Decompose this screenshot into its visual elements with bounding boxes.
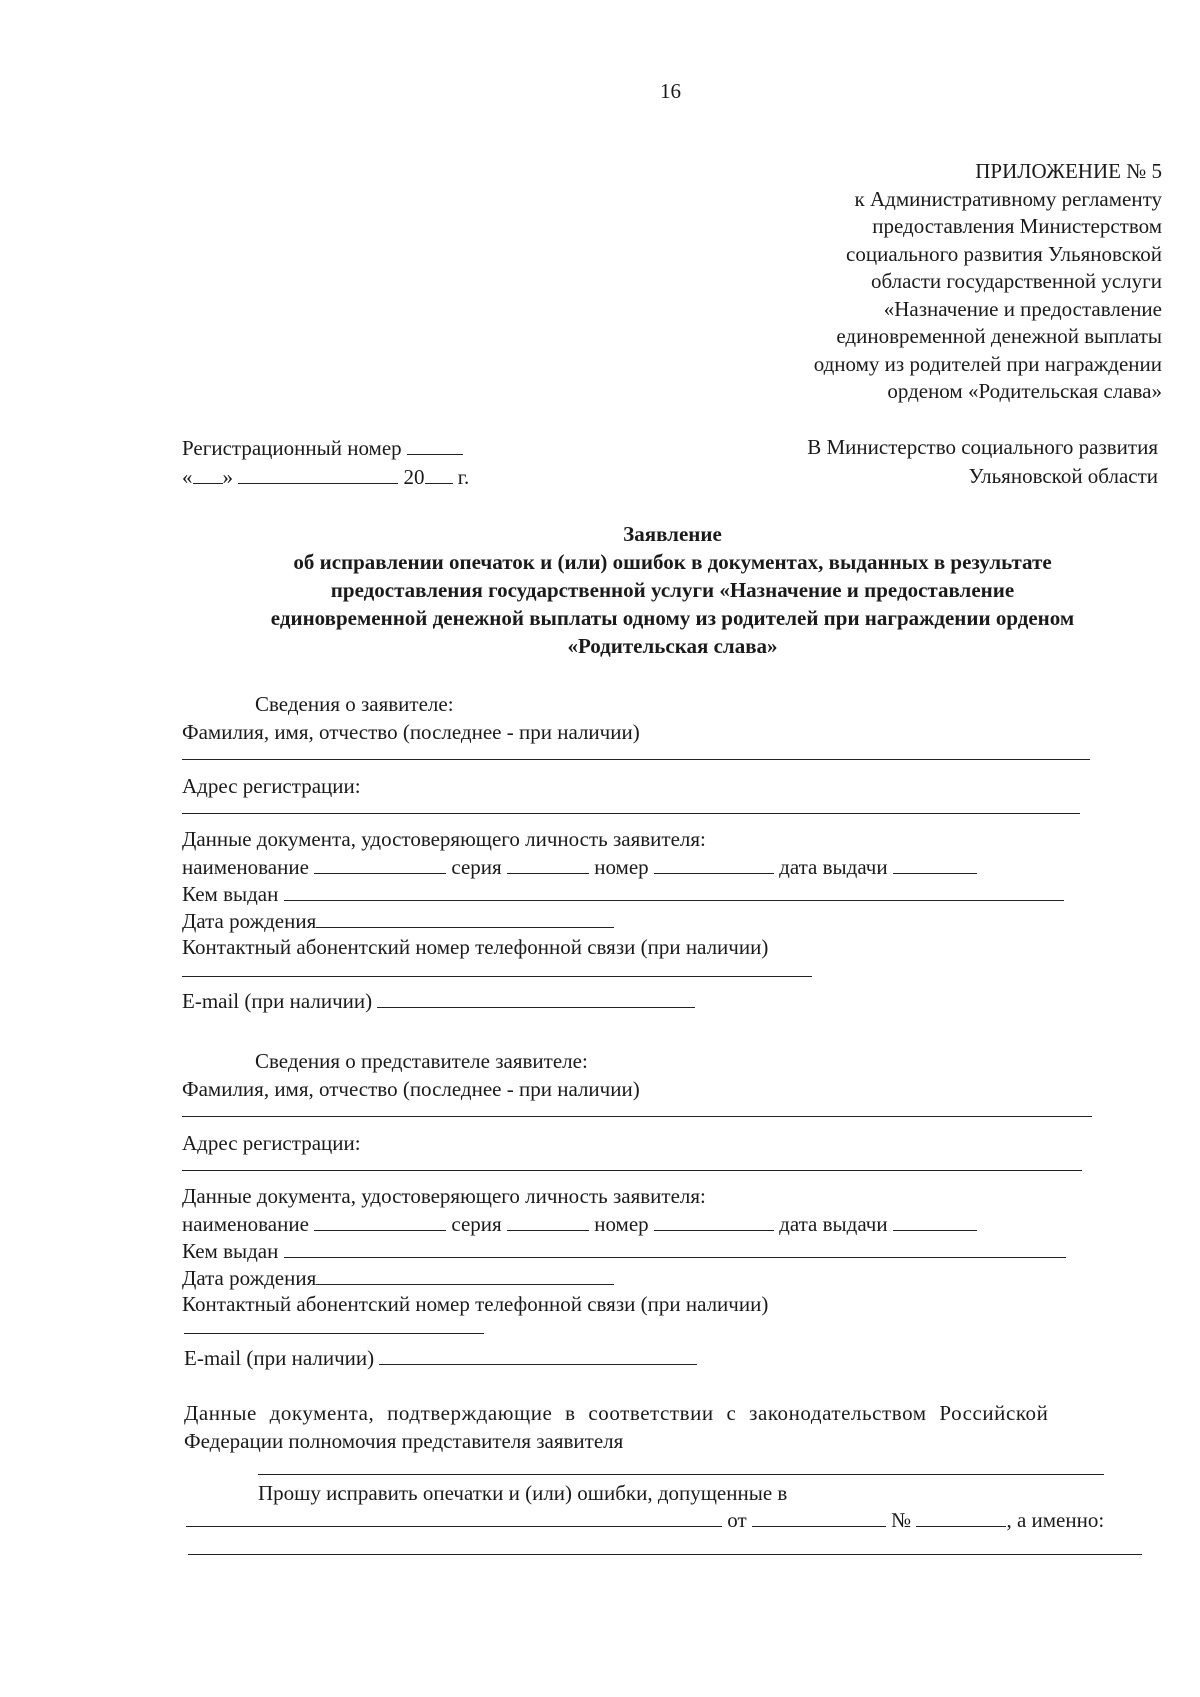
appendix-title: ПРИЛОЖЕНИЕ № 5 <box>975 159 1162 183</box>
issue-date-label: дата выдачи <box>779 1212 888 1236</box>
appendix-line: предоставления Министерством <box>872 214 1162 238</box>
applicant-doc-label: Данные документа, удостоверяющего личность заявителя: <box>182 827 706 851</box>
heading-line: единовременной денежной выплаты одному из родителей при награждении орденом <box>270 606 1075 630</box>
representative-doc-label: Данные документа, удостоверяющего личность заявителя: <box>182 1184 706 1208</box>
request-line: Прошу исправить опечатки и (или) ошибки, допущенные в <box>258 1481 788 1505</box>
name-label: наименование <box>182 855 309 879</box>
email-field[interactable] <box>379 1344 697 1365</box>
document-field[interactable] <box>186 1506 722 1527</box>
issued-by-field[interactable] <box>284 1237 1066 1258</box>
appendix-line: области государственной услуги <box>870 269 1162 293</box>
birth-date-label: Дата рождения <box>182 909 317 933</box>
registration-number <box>182 434 463 461</box>
appendix-line: единовременной денежной выплаты <box>836 324 1162 348</box>
doc-series-field[interactable] <box>507 1210 589 1231</box>
representative-birth-date-row <box>182 1264 614 1291</box>
email-label: E-mail (при наличии) <box>184 1346 375 1370</box>
issued-by-label: Кем выдан <box>182 1239 279 1263</box>
quote-close: » <box>222 465 233 489</box>
number-sign: № <box>891 1508 912 1532</box>
applicant-fio-label: Фамилия, имя, отчество (последнее - при наличии) <box>182 720 640 744</box>
representative-fio-field[interactable] <box>182 1116 1092 1117</box>
email-label: E-mail (при наличии) <box>182 989 373 1013</box>
representative-phone-label: Контактный абонентский номер телефонной связи (при наличии) <box>182 1292 769 1316</box>
name-label: наименование <box>182 1212 309 1236</box>
registration-number-blank[interactable] <box>407 434 463 455</box>
doc-name-field[interactable] <box>314 1210 446 1231</box>
registration-date <box>182 463 469 490</box>
birth-date-field[interactable] <box>316 1264 614 1285</box>
quote-open: « <box>182 465 193 489</box>
representative-issued-by-row <box>182 1237 1066 1264</box>
series-label: серия <box>451 855 502 879</box>
authority-field[interactable] <box>258 1474 1104 1475</box>
representative-address-field[interactable] <box>182 1170 1082 1171</box>
number-label: номер <box>594 855 649 879</box>
year-prefix: 20 <box>403 465 425 489</box>
applicant-birth-date-row <box>182 907 614 934</box>
page-number: 16 <box>660 79 681 103</box>
year-suffix: г. <box>457 465 470 489</box>
applicant-fio-field[interactable] <box>182 759 1090 760</box>
applicant-email-row <box>182 987 695 1014</box>
representative-doc-row <box>182 1210 977 1237</box>
applicant-doc-row <box>182 853 977 880</box>
applicant-address-field[interactable] <box>182 813 1080 814</box>
representative-section-title: Сведения о представителе заявителе: <box>255 1049 588 1073</box>
doc-number-field[interactable] <box>654 1210 774 1231</box>
representative-address-label: Адрес регистрации: <box>182 1131 361 1155</box>
appendix-line: орденом «Родительская слава» <box>887 379 1162 403</box>
issued-by-label: Кем выдан <box>182 882 279 906</box>
recipient-line: Ульяновской области <box>968 464 1158 488</box>
applicant-phone-label: Контактный абонентский номер телефонной связи (при наличии) <box>182 935 769 959</box>
heading-title: Заявление <box>623 522 722 546</box>
applicant-section-title: Сведения о заявителе: <box>255 692 454 716</box>
email-field[interactable] <box>377 987 695 1008</box>
applicant-address-label: Адрес регистрации: <box>182 774 361 798</box>
representative-phone-field[interactable] <box>184 1333 484 1334</box>
representative-email-row <box>184 1344 697 1371</box>
appendix-line: одному из родителей при награждении <box>813 352 1162 376</box>
authority-line: Федерации полномочия представителя заявителя <box>184 1429 624 1453</box>
issue-date-label: дата выдачи <box>779 855 888 879</box>
request-details-row <box>186 1506 1104 1533</box>
issued-by-field[interactable] <box>284 880 1064 901</box>
applicant-phone-field[interactable] <box>182 976 812 977</box>
appendix-line: социального развития Ульяновской <box>846 242 1162 266</box>
month-blank[interactable] <box>238 463 398 484</box>
heading-line: об исправлении опечаток и (или) ошибок в документах, выданных в результате <box>293 550 1052 574</box>
request-number-field[interactable] <box>916 1506 1006 1527</box>
request-details-field[interactable] <box>188 1554 1142 1555</box>
from-date-field[interactable] <box>752 1506 886 1527</box>
heading-line: предоставления государственной услуги «Назначение и предоставление <box>330 578 1015 602</box>
birth-date-label: Дата рождения <box>182 1266 317 1290</box>
doc-issue-date-field[interactable] <box>893 853 977 874</box>
year-blank[interactable] <box>425 463 453 484</box>
doc-name-field[interactable] <box>314 853 446 874</box>
doc-number-field[interactable] <box>654 853 774 874</box>
birth-date-field[interactable] <box>316 907 614 928</box>
doc-series-field[interactable] <box>507 853 589 874</box>
appendix-line: к Административному регламенту <box>854 187 1162 211</box>
appendix-line: «Назначение и предоставление <box>883 297 1162 321</box>
series-label: серия <box>451 1212 502 1236</box>
representative-fio-label: Фамилия, имя, отчество (последнее - при наличии) <box>182 1077 640 1101</box>
authority-line: Данные документа, подтверждающие в соответствии с законодательством Российской <box>184 1401 1049 1425</box>
recipient-line: В Министерство социального развития <box>807 435 1158 459</box>
from-label: от <box>727 1508 747 1532</box>
doc-issue-date-field[interactable] <box>893 1210 977 1231</box>
day-blank[interactable] <box>193 463 223 484</box>
number-label: номер <box>594 1212 649 1236</box>
heading-line: «Родительская слава» <box>567 634 778 658</box>
registration-number-label: Регистрационный номер <box>182 436 402 460</box>
namely-label: , а именно: <box>1006 1508 1105 1532</box>
applicant-issued-by-row <box>182 880 1064 907</box>
